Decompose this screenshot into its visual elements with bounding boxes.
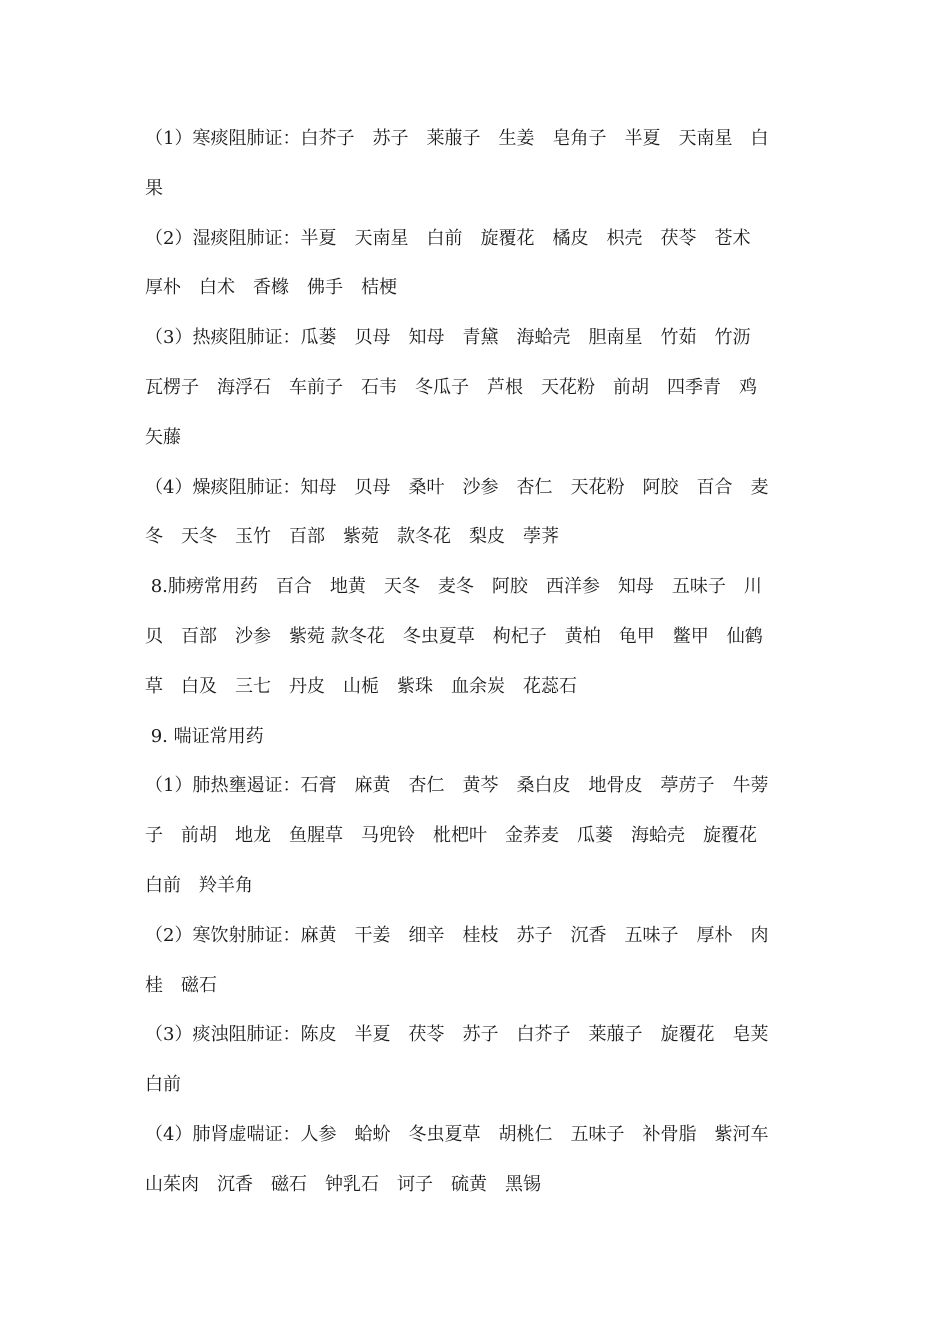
text-line: 白前 bbox=[145, 1074, 181, 1096]
text-line: 山茱肉 沉香 磁石 钟乳石 诃子 硫黄 黑锡 bbox=[145, 1173, 541, 1195]
document-body bbox=[145, 114, 810, 1210]
text-line: 果 bbox=[145, 177, 163, 199]
text-line: 草 白及 三七 丹皮 山栀 紫珠 血余炭 花蕊石 bbox=[145, 675, 577, 697]
text-line: （1）肺热壅遏证：石膏 麻黄 杏仁 黄芩 桑白皮 地骨皮 葶苈子 牛蒡 bbox=[145, 775, 769, 797]
text-line: 冬 天冬 玉竹 百部 紫菀 款冬花 梨皮 荸荠 bbox=[145, 526, 559, 548]
text-line: 瓦楞子 海浮石 车前子 石韦 冬瓜子 芦根 天花粉 前胡 四季青 鸡 bbox=[145, 376, 757, 398]
text-line: 厚朴 白术 香橼 佛手 桔梗 bbox=[145, 277, 397, 299]
text-line: （4）燥痰阻肺证：知母 贝母 桑叶 沙参 杏仁 天花粉 阿胶 百合 麦 bbox=[145, 476, 769, 498]
text-line: （3）热痰阻肺证：瓜蒌 贝母 知母 青黛 海蛤壳 胆南星 竹茹 竹沥 bbox=[145, 327, 751, 349]
text-line: （2）湿痰阻肺证：半夏 天南星 白前 旋覆花 橘皮 枳壳 茯苓 苍术 bbox=[145, 227, 751, 249]
text-line: 白前 羚羊角 bbox=[145, 874, 253, 896]
text-line: （3）痰浊阻肺证：陈皮 半夏 茯苓 苏子 白芥子 莱菔子 旋覆花 皂荚 bbox=[145, 1024, 769, 1046]
text-line: 贝 百部 沙参 紫菀 款冬花 冬虫夏草 枸杞子 黄柏 龟甲 鳖甲 仙鹤 bbox=[145, 625, 763, 647]
text-line: 桂 磁石 bbox=[145, 974, 217, 996]
text-line: 矢藤 bbox=[145, 426, 181, 448]
section-heading-line: 8.肺痨常用药 百合 地黄 天冬 麦冬 阿胶 西洋参 知母 五味子 川 bbox=[145, 576, 762, 598]
text-line: 子 前胡 地龙 鱼腥草 马兜铃 枇杷叶 金荞麦 瓜蒌 海蛤壳 旋覆花 bbox=[145, 825, 757, 847]
text-line: （1）寒痰阻肺证：白芥子 苏子 莱菔子 生姜 皂角子 半夏 天南星 白 bbox=[145, 128, 769, 149]
section-heading-line: 9. 喘证常用药 bbox=[145, 725, 264, 747]
text-line: （4）肺肾虚喘证：人参 蛤蚧 冬虫夏草 胡桃仁 五味子 补骨脂 紫河车 bbox=[145, 1123, 769, 1145]
text-line: （2）寒饮射肺证：麻黄 干姜 细辛 桂枝 苏子 沉香 五味子 厚朴 肉 bbox=[145, 924, 769, 946]
